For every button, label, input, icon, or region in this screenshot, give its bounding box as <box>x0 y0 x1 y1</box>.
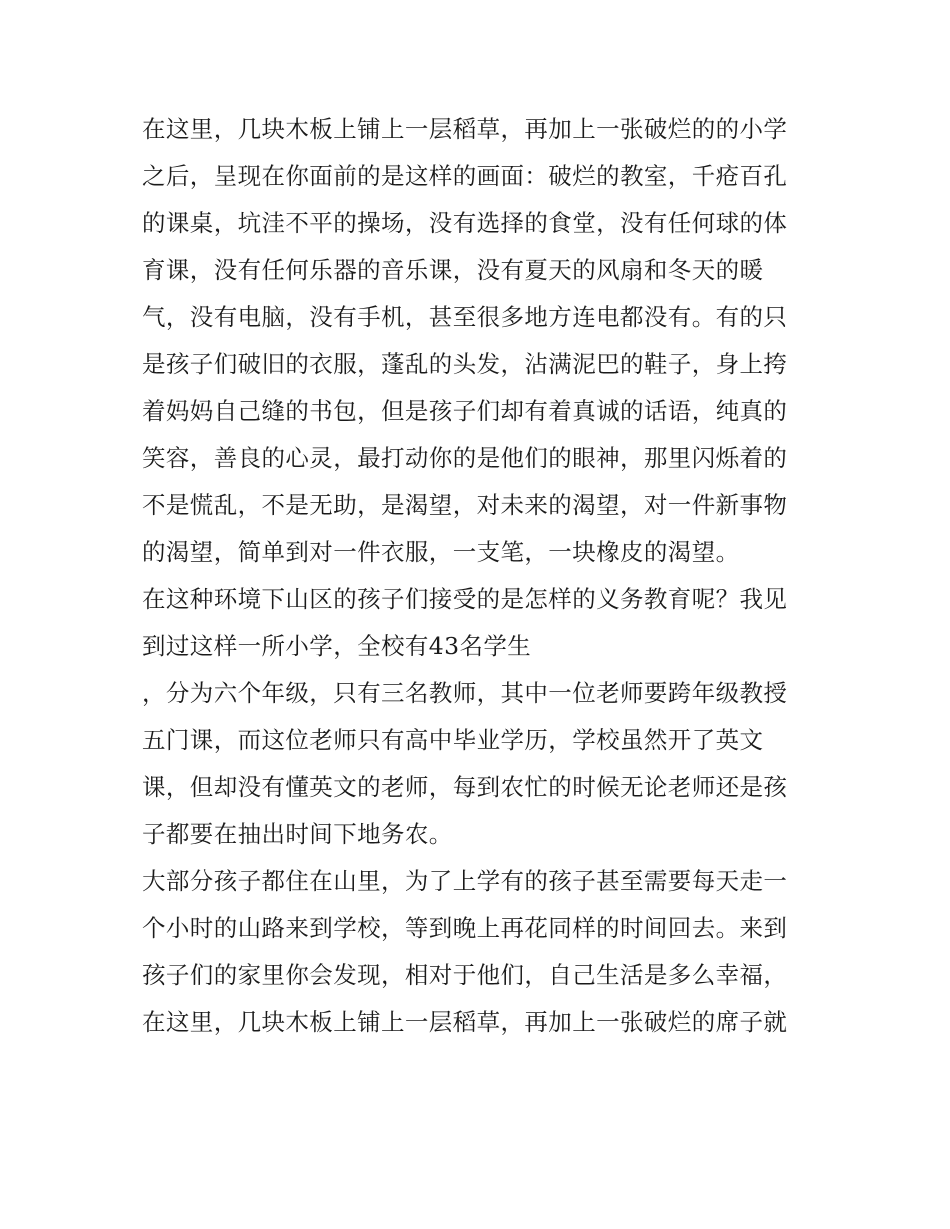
text-line: 育课，没有任何乐器的音乐课，没有夏天的风扇和冬天的暖 <box>142 256 764 284</box>
text-line: 不是慌乱，不是无助，是渴望，对未来的渴望，对一件新事物 <box>142 491 788 519</box>
text-line: 课，但却没有懂英文的老师，每到农忙的时候无论老师还是孩 <box>142 773 788 801</box>
text-line: 五门课，而这位老师只有高中毕业学历，学校虽然开了英文 <box>142 726 764 754</box>
text-line: 个小时的山路来到学校，等到晚上再花同样的时间回去。来到 <box>142 914 788 942</box>
text-line: 在这里，几块木板上铺上一层稻草，再加上一张破烂的席子就 <box>142 1008 788 1036</box>
text-line: 是孩子们破旧的衣服，蓬乱的头发，沾满泥巴的鞋子，身上挎 <box>142 350 788 378</box>
text-line: 到过这样一所小学，全校有43名学生 <box>142 632 532 660</box>
text-line: 之后，呈现在你面前的是这样的画面：破烂的教室，千疮百孔 <box>142 162 788 190</box>
body-text <box>142 106 822 1046</box>
text-line: 气，没有电脑，没有手机，甚至很多地方连电都没有。有的只 <box>142 303 788 331</box>
text-line: 孩子们的家里你会发现，相对于他们，自己生活是多么幸福， <box>142 961 788 989</box>
text-line: 着妈妈自己缝的书包，但是孩子们却有着真诚的话语，纯真的 <box>142 397 788 425</box>
text-line: 笑容，善良的心灵，最打动你的是他们的眼神，那里闪烁着的 <box>142 444 788 472</box>
text-line: 在这种环境下山区的孩子们接受的是怎样的义务教育呢？我见 <box>142 585 788 613</box>
text-line: 子都要在抽出时间下地务农。 <box>142 820 453 848</box>
text-line: ，分为六个年级，只有三名教师，其中一位老师要跨年级教授 <box>142 679 788 707</box>
text-line: 在这里，几块木板上铺上一层稻草，再加上一张破烂的的小学 <box>142 115 788 143</box>
text-line: 的渴望，简单到对一件衣服，一支笔，一块橡皮的渴望。 <box>142 538 740 566</box>
text-line: 大部分孩子都住在山里，为了上学有的孩子甚至需要每天走一 <box>142 867 788 895</box>
text-line: 的课桌，坑洼不平的操场，没有选择的食堂，没有任何球的体 <box>142 209 788 237</box>
